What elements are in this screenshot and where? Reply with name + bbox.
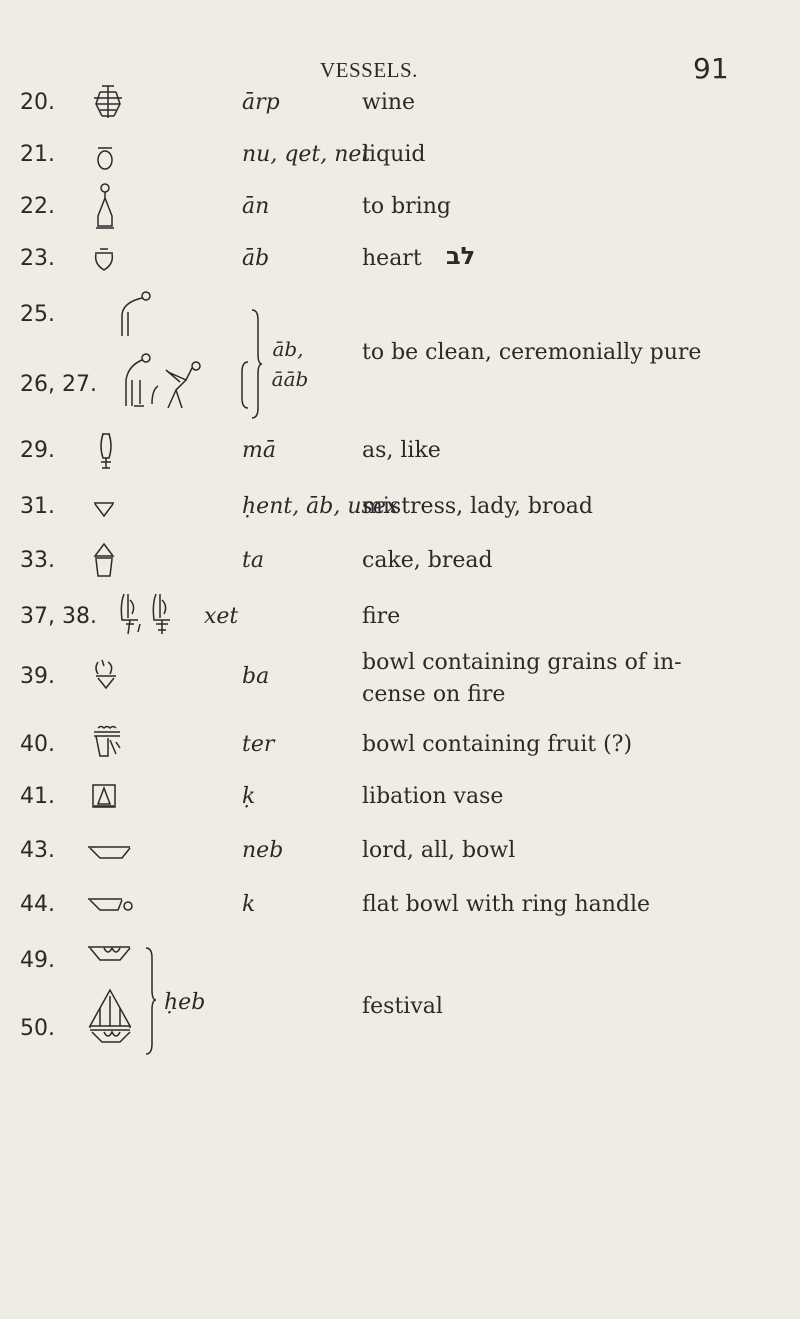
- entry-number: 37, 38.: [20, 604, 97, 629]
- entry-number: 39.: [20, 664, 55, 689]
- transliteration: ārp: [242, 90, 280, 115]
- neb-basket-icon: [86, 844, 132, 862]
- transliteration: āb: [242, 246, 270, 271]
- meaning: mistress, lady, broad: [362, 494, 593, 519]
- entry-number: 21.: [20, 142, 55, 167]
- handled-bowl-icon: [86, 896, 136, 916]
- transliteration: xet: [204, 604, 239, 629]
- heart-icon: [92, 246, 116, 274]
- meaning: cake, bread: [362, 548, 493, 573]
- libation-vase-icon: [90, 782, 120, 812]
- transliteration: āb,: [272, 337, 304, 361]
- page-number: 91: [693, 52, 729, 85]
- transliteration: ḳ: [242, 784, 256, 809]
- transliteration: nu, qet, net: [242, 142, 371, 167]
- meaning: cense on fire: [362, 682, 506, 707]
- entry-number: 43.: [20, 838, 55, 863]
- transliteration: ta: [242, 548, 264, 573]
- running-head: VESSELS.: [320, 58, 418, 82]
- liquid-pot-icon: [94, 144, 116, 172]
- transliteration: mā: [242, 438, 276, 463]
- meaning: heart: [362, 246, 422, 271]
- meaning: lord, all, bowl: [362, 838, 516, 863]
- hebrew-word: לב: [446, 242, 476, 270]
- transliteration: ḥeb: [164, 990, 206, 1015]
- pouring-vase-icon: [112, 290, 162, 336]
- transliteration: ba: [242, 664, 270, 689]
- wine-jar-icon: [90, 84, 126, 120]
- festival-pavilion-icon: [86, 986, 134, 1048]
- entry-number: 22.: [20, 194, 55, 219]
- brace-icon: [250, 308, 262, 420]
- transliteration: ter: [242, 732, 275, 757]
- meaning: liquid: [362, 142, 426, 167]
- entry-number: 31.: [20, 494, 55, 519]
- entry-number: 23.: [20, 246, 55, 271]
- meaning: bowl containing grains of in-: [362, 650, 682, 675]
- meaning: to be clean, ceremonially pure: [362, 340, 702, 365]
- meaning: fire: [362, 604, 401, 629]
- entry-number: 25.: [20, 302, 55, 327]
- meaning: flat bowl with ring handle: [362, 892, 651, 917]
- entry-number: 50.: [20, 1016, 55, 1041]
- meaning: wine: [362, 90, 416, 115]
- entry-number: 20.: [20, 90, 55, 115]
- brace-icon: [240, 360, 250, 410]
- cake-icon: [92, 542, 116, 580]
- jug-icon: [96, 432, 116, 472]
- entry-number: 44.: [20, 892, 55, 917]
- fruit-bowl-icon: [90, 724, 124, 760]
- entry-row: [0, 290, 800, 420]
- entry-row: [0, 938, 800, 1058]
- entry-number: 33.: [20, 548, 55, 573]
- incense-bowl-icon: [92, 656, 120, 692]
- pouring-vase-icon: [122, 350, 222, 410]
- transliteration: neb: [242, 838, 284, 863]
- meaning: festival: [362, 994, 443, 1019]
- festival-bowl-icon: [86, 944, 134, 970]
- transliteration: āāb: [271, 367, 309, 391]
- entry-number: 49.: [20, 948, 55, 973]
- transliteration: ḥent, āb, usex: [242, 494, 399, 519]
- entry-number: 29.: [20, 438, 55, 463]
- basket-icon: [92, 500, 116, 518]
- meaning: libation vase: [362, 784, 504, 809]
- brazier-icon: [118, 590, 188, 640]
- entry-number: 40.: [20, 732, 55, 757]
- meaning: to bring: [362, 194, 451, 219]
- entry-number: 41.: [20, 784, 55, 809]
- transliteration: ān: [242, 194, 270, 219]
- meaning: bowl containing fruit (?): [362, 732, 633, 757]
- meaning: as, like: [362, 438, 441, 463]
- transliteration: k: [242, 892, 256, 917]
- entry-number: 26, 27.: [20, 372, 97, 397]
- ewer-icon: [92, 182, 118, 234]
- brace-icon: [144, 946, 156, 1056]
